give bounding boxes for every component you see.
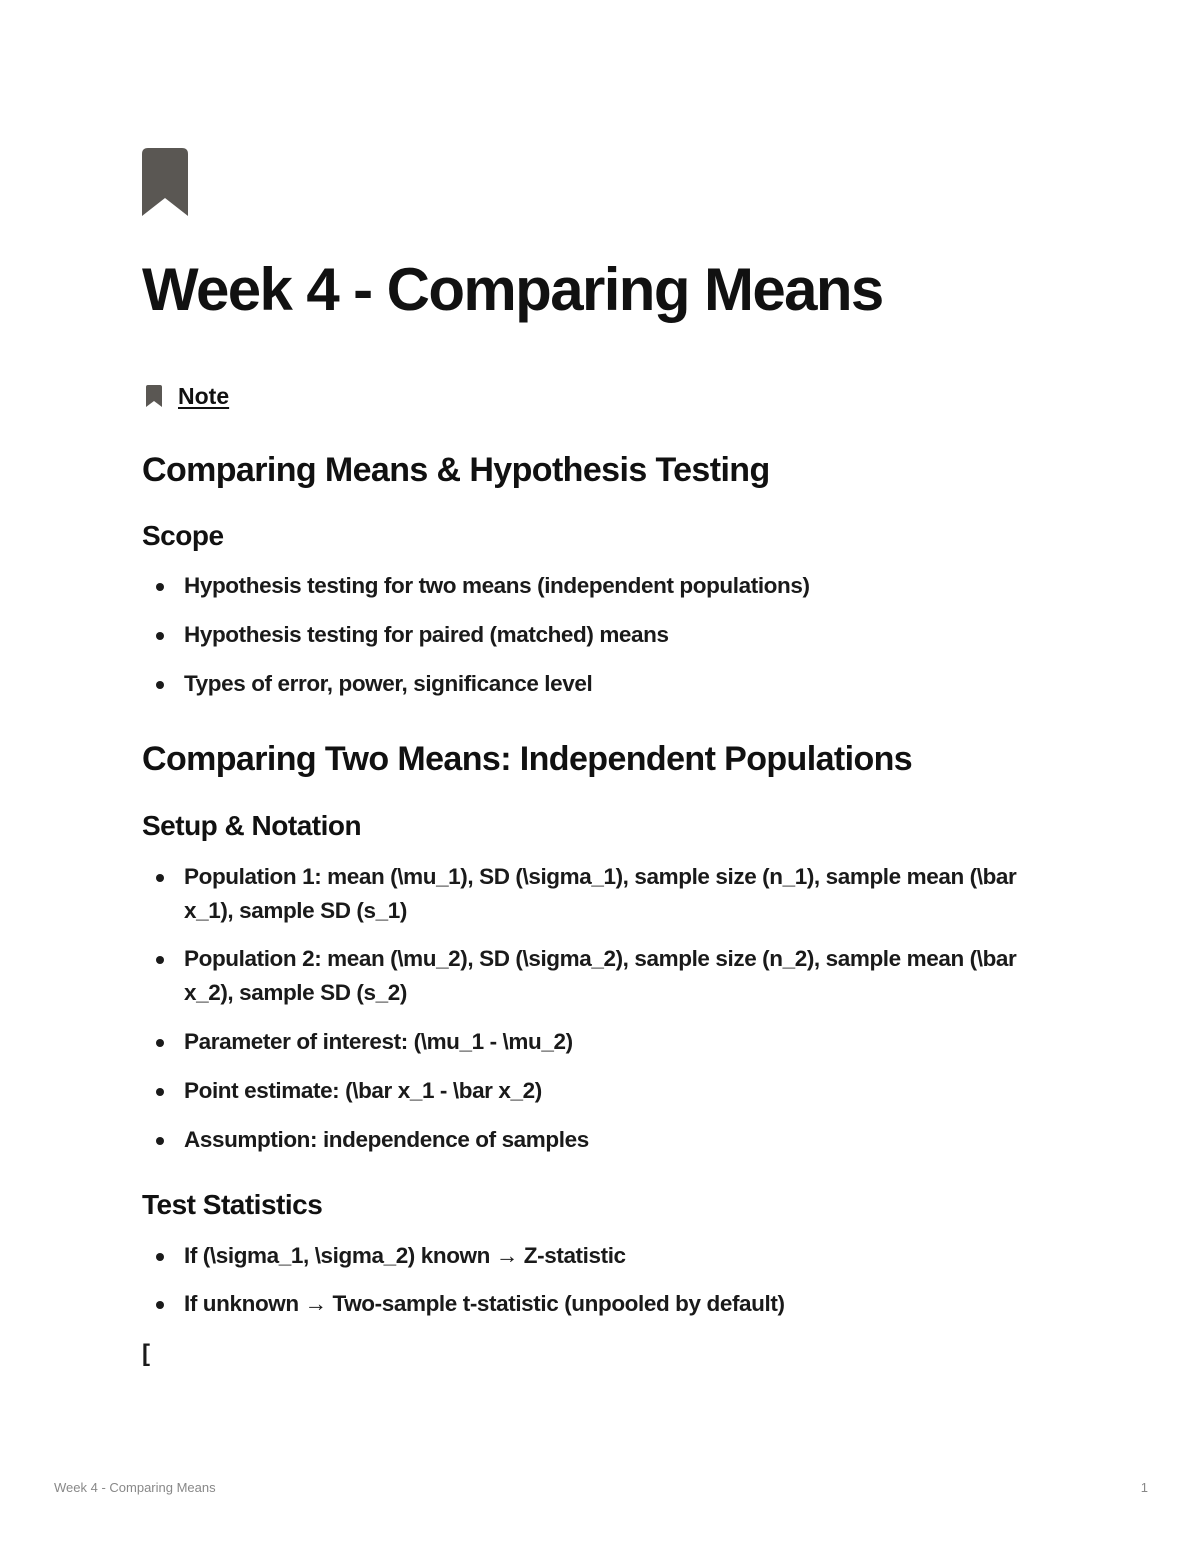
list-item: If (\sigma_1, \sigma_2) known → Z-statistic	[142, 1239, 1042, 1273]
test-statistics-list	[142, 1239, 1042, 1321]
setup-notation-list	[142, 860, 1042, 1157]
section-heading-comparing-means: Comparing Means & Hypothesis Testing	[142, 451, 770, 489]
footer-page-number: 1	[1140, 1480, 1148, 1495]
list-item: Point estimate: (\bar x_1 - \bar x_2)	[142, 1074, 1042, 1108]
note-link[interactable]	[142, 382, 1042, 410]
bookmark-icon	[142, 148, 188, 216]
list-item: Hypothesis testing for paired (matched) means	[142, 618, 1042, 652]
subheading-test-statistics: Test Statistics	[142, 1189, 323, 1220]
list-item: Hypothesis testing for two means (independent populations)	[142, 569, 1042, 603]
subheading-setup-notation: Setup & Notation	[142, 810, 362, 841]
list-item: Types of error, power, significance level	[142, 667, 1042, 701]
trailing-bracket: [	[142, 1340, 150, 1367]
footer-title: Week 4 - Comparing Means	[54, 1480, 216, 1495]
scope-list	[142, 569, 1042, 701]
note-link-label[interactable]: Note	[178, 382, 230, 409]
list-item: Assumption: independence of samples	[142, 1123, 1042, 1157]
document-page	[142, 148, 1042, 1369]
list-item: If unknown → Two-sample t-statistic (unpooled by default)	[142, 1287, 1042, 1321]
page-title: Week 4 - Comparing Means	[142, 256, 883, 323]
list-item: Parameter of interest: (\mu_1 - \mu_2)	[142, 1025, 1042, 1059]
list-item: Population 1: mean (\mu_1), SD (\sigma_1), sample size (n_1), sample mean (\bar x_1), sample SD (s_1)	[142, 860, 1042, 928]
list-item: Population 2: mean (\mu_2), SD (\sigma_2), sample size (n_2), sample mean (\bar x_2), sample SD (s_2)	[142, 942, 1042, 1010]
subheading-scope: Scope	[142, 520, 224, 551]
bookmark-icon	[146, 385, 162, 407]
section-heading-independent-populations: Comparing Two Means: Independent Populations	[142, 740, 913, 778]
